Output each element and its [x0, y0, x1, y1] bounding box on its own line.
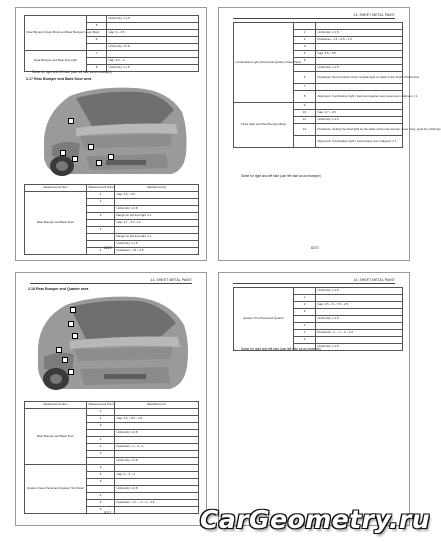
- bl-pt: [87, 486, 115, 493]
- tr-std: Alignment: Combination light / rear bumper are in aligned, ≤ 1: [316, 136, 403, 148]
- car-rear-quarter-illustration: [32, 295, 192, 395]
- bl-std: [115, 465, 199, 472]
- tr-std: [316, 103, 403, 110]
- tl-table-2: [24, 184, 199, 255]
- bl-pt: [87, 430, 115, 437]
- tl2-std: Range for left and right: ≤ 1: [115, 213, 199, 220]
- bl-pt: 5: [87, 500, 115, 507]
- bl-std: [115, 451, 199, 458]
- callout-4: [88, 144, 94, 150]
- tr-std: Flushness: -1.5 ~ 0.5 ~ 1.5: [316, 37, 403, 44]
- tl2-pt: 2: [87, 199, 115, 206]
- bl-pt: 2: [87, 444, 115, 451]
- tr-pt: 12: [294, 124, 316, 136]
- bl-pt: 6: [87, 507, 115, 514]
- callout-5: [62, 357, 68, 363]
- bl-std: Gap: 2 ~ 3 ~ 4: [115, 472, 199, 479]
- tl2-pt: 1: [87, 192, 115, 199]
- tr-item-1: Combination Light (Fixed) and Quarter Outer Panel: [234, 23, 294, 103]
- tr-pt: 8: [294, 91, 316, 103]
- br-pt: [294, 288, 316, 295]
- col-point: Measurement Point: [87, 402, 115, 409]
- tl2-pt: [87, 220, 115, 227]
- bl-std: Gap: 2.5 ~ 3.5 ~ 4.5: [115, 416, 199, 423]
- tl-pt: [87, 58, 107, 65]
- bl-pt: [87, 458, 115, 465]
- bl-pt: 1: [87, 437, 115, 444]
- tr-pt: 5: [294, 58, 316, 65]
- tr-pt: 1: [294, 30, 316, 37]
- tr-std: Gap: 2.7 ~ 3.5: [316, 110, 403, 117]
- br-pt: 2: [294, 330, 316, 337]
- tl-item-1: Rear Bumper Upper Body and Rear Bumper Lower Body: [25, 16, 87, 51]
- tl-t2-item: Rear Bumper and Back Door: [25, 192, 87, 255]
- callout-1: [70, 307, 76, 313]
- bl-std: Uniformity: ≤ 0.8: [115, 458, 199, 465]
- tl-note: Same for right and left side (use left side as an example): [32, 70, 112, 74]
- br-pt: 2: [294, 302, 316, 309]
- tr-std: Flushness: Set the Flush of the movable light on basis of the Flush of back door: [316, 72, 403, 84]
- callout-2: [68, 321, 74, 327]
- tr-note: Same for right and left side (use left side as an example): [241, 174, 321, 178]
- tr-std: Uniformity: ≤ 1.5: [316, 117, 403, 124]
- tl-std: [107, 23, 199, 30]
- tl2-std: Uniformity: ≤ 1.5: [115, 241, 199, 248]
- tl-pt: 8: [87, 65, 107, 72]
- tl2-std: Gap: 2.5 ~ 4.5: [115, 192, 199, 199]
- tr-pt: 10: [294, 110, 316, 117]
- page-number: 8271: [104, 511, 112, 515]
- tl2-std: [115, 227, 199, 234]
- callout-3: [72, 156, 78, 162]
- bl-std: Flushness: -1.7 ~ -1 ~ 0 ~ 2.5: [115, 500, 199, 507]
- tl-pt: 5: [87, 23, 107, 30]
- bl-pt: 2: [87, 416, 115, 423]
- page-top-right: [218, 7, 441, 261]
- tl-std: Uniformity: ≤ 0.8: [107, 44, 199, 51]
- bl-std: Uniformity: ≤ 0.8: [115, 486, 199, 493]
- bl-std: Flushness: -1 ~ 0 ~ 1: [115, 444, 199, 451]
- tr-std: Flushness: Setting the fixed light on the basis of the rear bumper upper body, good for uniformity: [316, 124, 403, 136]
- tl2-pt: 4: [87, 227, 115, 234]
- tl-item-2: Rear Bumper and Rear Fog Light: [25, 51, 87, 72]
- bl-std: [115, 479, 199, 486]
- tl2-pt: 1: [87, 248, 115, 255]
- br-std: Uniformity: ≤ 1.5: [316, 288, 403, 295]
- br-note: Same for right and left side (use left side as an example): [241, 347, 321, 351]
- col-item: Measurement Item: [25, 402, 87, 409]
- tr-pt: 7: [294, 84, 316, 91]
- tr-std: [316, 23, 403, 30]
- tr-pt: [294, 23, 316, 30]
- bl-pt: 3: [87, 423, 115, 430]
- tr-pt: [294, 65, 316, 72]
- tl-pt: [87, 16, 107, 23]
- br-std: Gap: 4.5 ~ 6 ~ 7.5 ~ 2.5: [316, 302, 403, 309]
- tr-pt: [294, 136, 316, 148]
- tl-section-title: 2.17 Rear Bumper and Back Door area: [26, 77, 92, 81]
- col-standard: Standard (mm): [115, 185, 199, 192]
- br-table: [233, 287, 403, 351]
- car-rear-illustration: [36, 84, 191, 182]
- col-standard: Standard (mm): [115, 402, 199, 409]
- br-std: Flushness: -1 ~ -1 ~ 0 ~ 1.5: [316, 330, 403, 337]
- page-number: 8270: [311, 246, 319, 250]
- br-pt: 3: [294, 309, 316, 316]
- page-header: 13. SHEET METAL PAINT: [353, 278, 395, 282]
- page-bottom-right: [218, 272, 410, 526]
- tl2-std: Flushness: -1.5 ~ 2.5: [115, 248, 199, 255]
- callout-6: [68, 369, 74, 375]
- tr-item-2: Fixed Light and Rear Bumper Body: [234, 103, 294, 148]
- br-std: [316, 309, 403, 316]
- header-rule: [233, 283, 395, 284]
- tl2-pt: 3: [87, 213, 115, 220]
- callout-1: [68, 118, 74, 124]
- tl-table-1: [24, 15, 199, 72]
- tl-std: Gap: 3 ~ 4.5: [107, 30, 199, 37]
- callout-4: [56, 347, 62, 353]
- bl-item-2: Quarter Outer Panel and Quarter Trim Panel: [25, 465, 87, 514]
- bl-pt: 4: [87, 465, 115, 472]
- bl-pt: 5: [87, 472, 115, 479]
- tr-pt: 6: [294, 72, 316, 84]
- tl-std: Uniformity: ≤ 1.5: [107, 16, 199, 23]
- bl-std: [115, 493, 199, 500]
- tr-pt: 3: [294, 44, 316, 51]
- tr-std: Uniformity: ≤ 1.5: [316, 30, 403, 37]
- tl2-pt: [87, 206, 115, 213]
- page-top-left: [15, 7, 207, 261]
- bl-std: [115, 437, 199, 444]
- tr-pt: 2: [294, 37, 316, 44]
- tl2-pt: [87, 234, 115, 241]
- bl-pt: 4: [87, 493, 115, 500]
- bl-pt: 1: [87, 409, 115, 416]
- tl-std: Gap: 3.5 ~ 4: [107, 58, 199, 65]
- tr-table: [233, 22, 441, 148]
- bl-std: [115, 507, 199, 514]
- bl-pt: 6: [87, 479, 115, 486]
- page-header: 13. SHEET METAL PAINT: [150, 278, 192, 282]
- br-std: [316, 295, 403, 302]
- tr-std: Gap: 3.5 ~ 5.5: [316, 51, 403, 58]
- tl2-std: Uniformity: ≤ 0.8: [115, 206, 199, 213]
- page-bottom-left: [15, 272, 207, 526]
- br-std: Uniformity: ≤ 1.5: [316, 316, 403, 323]
- callout-6: [108, 154, 114, 160]
- br-pt: [294, 316, 316, 323]
- tr-std: Uniformity: ≤ 1.5: [316, 65, 403, 72]
- col-point: Measurement Point: [87, 185, 115, 192]
- tl2-std: Range for left and right: ≤ 1: [115, 234, 199, 241]
- callout-2: [60, 150, 66, 156]
- tl-std: Uniformity: ≤ 1.5: [107, 65, 199, 72]
- bl-item-1: Rear Bumper and Back Door: [25, 409, 87, 465]
- tr-pt: 4: [294, 51, 316, 58]
- header-rule: [233, 18, 395, 19]
- bl-table: [24, 401, 199, 514]
- bl-std: [115, 423, 199, 430]
- tl-pt: 6: [87, 37, 107, 44]
- callout-5: [96, 160, 102, 166]
- callout-3: [72, 333, 78, 339]
- header-rule: [30, 283, 192, 284]
- tr-std: [316, 58, 403, 65]
- tr-std: Alignment: Combination light / back and quarter outer panel are in aligned, ≤ 1: [316, 91, 403, 103]
- tl2-std: Gap: 3.7 ~ 5.7, ≤ 2: [115, 220, 199, 227]
- br-pt: 1: [294, 323, 316, 330]
- tr-std: [316, 44, 403, 51]
- bl-std: Uniformity: ≤ 0.8: [115, 430, 199, 437]
- tl-std: [107, 37, 199, 44]
- br-std: [316, 323, 403, 330]
- watermark-logo: CarGeometry.ru: [200, 505, 431, 534]
- tl-pt: 7: [87, 51, 107, 58]
- tr-pt: 11: [294, 117, 316, 124]
- bl-section-title: 2.18 Rear Bumper and Quarter area: [28, 287, 89, 291]
- bl-pt: 3: [87, 451, 115, 458]
- tl-pt: [87, 44, 107, 51]
- col-item: Measurement Item: [25, 185, 87, 192]
- br-pt: 3: [294, 337, 316, 344]
- page-header: 13. SHEET METAL PAINT: [353, 13, 395, 17]
- tr-std: [316, 84, 403, 91]
- tr-pt: 9: [294, 103, 316, 110]
- tl2-std: [115, 199, 199, 206]
- br-item: Quarter Trim Panel and Quarter: [234, 288, 294, 351]
- tl-std: [107, 51, 199, 58]
- br-std: [316, 337, 403, 344]
- br-pt: 1: [294, 295, 316, 302]
- bl-std: [115, 409, 199, 416]
- page-number: 8269: [104, 246, 112, 250]
- br-std: Uniformity: ≤ 1.5: [316, 344, 403, 351]
